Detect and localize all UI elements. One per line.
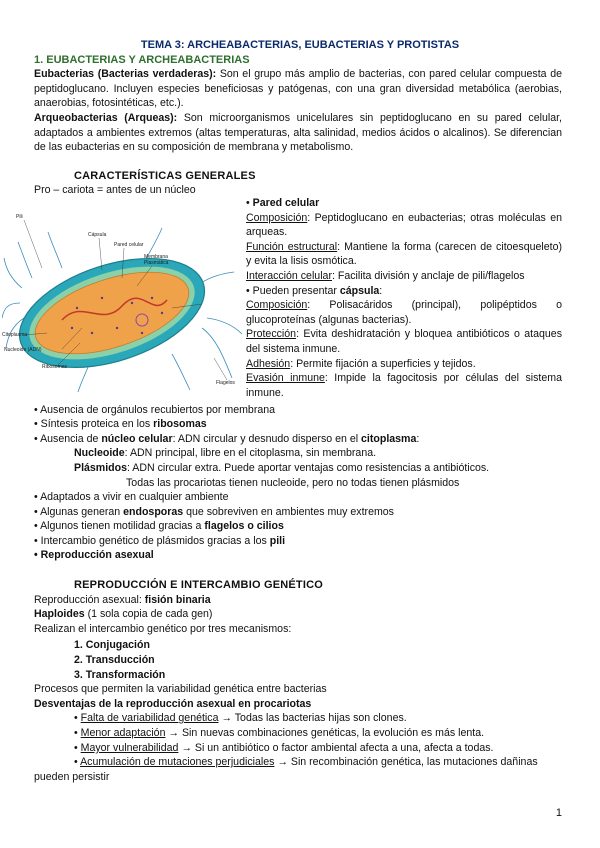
- procesos-line: Procesos que permiten la variabilidad genética entre bacterias: [34, 683, 327, 695]
- bullet-organulos: • Ausencia de orgánulos recubiertos por membrana: [34, 404, 276, 416]
- capsula-lead: • Pueden presentar: [246, 284, 340, 297]
- bullet-reproduccion: • Reproducción asexual: [34, 549, 154, 561]
- bullet-nucleo-end: :: [416, 433, 420, 445]
- section-heading: 1. EUBACTERIAS Y ARCHEABACTERIAS: [34, 54, 250, 66]
- label-capsula: Cápsula: [88, 232, 107, 238]
- page-title: TEMA 3: ARCHEABACTERIAS, EUBACTERIAS Y PROTISTAS: [140, 39, 460, 51]
- bullet: •: [74, 742, 81, 754]
- mecanismo-transduccion: 2. Transducción: [74, 654, 155, 666]
- bullet-nucleo-mid: : ADN circular y desnudo disperso en el: [172, 433, 362, 445]
- endosporas-bold: endosporas: [123, 506, 184, 518]
- bullet-pili: [34, 534, 285, 549]
- bullet: •: [246, 197, 253, 209]
- eubacterias-term: Eubacterias (Bacterias verdaderas):: [34, 68, 217, 80]
- plasmidos-line: [74, 461, 489, 476]
- mecanismos-line: Realizan el intercambio genético por tres mecanismos:: [34, 623, 292, 635]
- bullet-pili-pre: • Intercambio genético de plásmidos gracias a los: [34, 535, 270, 547]
- label-pili: Pili: [16, 214, 23, 220]
- label-nucleoide: Nucleoide (ADN): [4, 347, 42, 353]
- pared-comp-label: Composición: [246, 211, 308, 224]
- bacterium-diagram: [2, 208, 242, 398]
- haploides-bold: Haploides: [34, 608, 85, 620]
- bullet-nucleo-pre: • Ausencia de: [34, 433, 102, 445]
- caracteristicas-heading: CARACTERÍSTICAS GENERALES: [74, 170, 256, 182]
- label-membrana: Membrana: [144, 254, 168, 260]
- bullet-sintesis-text: • Síntesis proteica en los: [34, 418, 154, 430]
- desventaja-2-label: Menor adaptación: [80, 727, 166, 739]
- haploides-text: (1 sola copia de cada gen): [84, 608, 213, 620]
- bullet-endosporas: [34, 505, 394, 520]
- pared-func-text: : Mantiene la forma (carecen de citoesqueleto) y evita la lisis osmótica.: [246, 240, 562, 268]
- capsula-ev-label: Evasión inmune: [246, 372, 325, 385]
- pared-inter-label: Interacción celular: [246, 269, 332, 282]
- desventaja-3-text: → Si un antibiótico o factor ambiental afecta a una, afecta a todas.: [178, 742, 494, 754]
- label-flagelos: Flagelos: [216, 380, 235, 386]
- capsula-prot-text: : Evita deshidratación y bloquea antibióticos o ataques del sistema inmune.: [246, 328, 562, 355]
- capsula-prot-label: Protección: [246, 328, 297, 341]
- bullet-nucleo: [34, 432, 419, 447]
- nucleoide-label: Nucleoide: [74, 447, 125, 459]
- haploides-line: [34, 607, 212, 622]
- procariota-definition: Pro – cariota = antes de un núcleo: [34, 184, 196, 196]
- capsula-colon: :: [379, 284, 383, 297]
- nucleo-bold: núcleo celular: [101, 433, 173, 445]
- pared-title: Pared celular: [252, 197, 320, 209]
- mecanismo-conjugacion: 1. Conjugación: [74, 639, 150, 651]
- desventaja-2: [74, 726, 484, 741]
- page-number: 1: [555, 807, 562, 819]
- desventajas-heading: Desventajas de la reproducción asexual en procariotas: [34, 698, 312, 710]
- pared-celular-block: [246, 196, 562, 400]
- eubacterias-text: Son el grupo más amplio de bacterias, con pared celular compuesta de peptidoglucano. Incluyen especies beneficiosas y patógenas, con una gran diversidad metabólica (aerobias, anaerobias, fotosintéticas, etc.).: [34, 68, 562, 110]
- desventaja-1-text: → Todas las bacterias hijas son clones.: [218, 712, 407, 724]
- arqueobacterias-paragraph: [34, 111, 562, 155]
- arqueobacterias-term: Arqueobacterias (Arqueas):: [34, 112, 178, 124]
- flagelos-bold: flagelos o cilios: [204, 520, 284, 532]
- pared-comp-text: : Peptidoglucano en eubacterias; otras moléculas en arqueas.: [246, 211, 562, 239]
- pared-inter-text: : Facilita división y anclaje de pili/flagelos: [331, 269, 525, 282]
- desventaja-1-label: Falta de variabilidad genética: [80, 712, 219, 724]
- pili-bold: pili: [269, 535, 286, 547]
- capsula-comp-text: : Polisacáridos (principal), polipéptidos o glucoproteínas (algunas bacterias).: [246, 299, 562, 326]
- bullet: •: [74, 727, 81, 739]
- label-pared: Pared celular: [114, 242, 144, 248]
- nucleoide-text: : ADN principal, libre en el citoplasma, sin membrana.: [124, 447, 377, 459]
- desventaja-4: [74, 755, 538, 770]
- capsula-ev-text: : Impide la fagocitosis por células del sistema inmune.: [246, 372, 562, 399]
- label-ribosomas: Ribosomas: [42, 364, 68, 370]
- bullet-adaptados: • Adaptados a vivir en cualquier ambiente: [34, 491, 229, 503]
- bullet-endosporas-pre: • Algunas generan: [34, 506, 124, 518]
- asexual-pre: Reproducción asexual:: [34, 594, 145, 606]
- nucleoide-note: Todas las procariotas tienen nucleoide, pero no todas tienen plásmidos: [126, 477, 460, 489]
- desventaja-4-cont: pueden persistir: [34, 771, 110, 783]
- desventaja-4-text: → Sin recombinación genética, las mutaciones dañinas: [274, 756, 538, 768]
- reproduccion-heading: REPRODUCCIÓN E INTERCAMBIO GENÉTICO: [74, 579, 324, 591]
- pared-func-label: Función estructural: [246, 240, 338, 253]
- label-citoplasma: Citoplasma: [2, 332, 28, 338]
- bullet-motilidad-pre: • Algunos tienen motilidad gracias a: [34, 520, 205, 532]
- asexual-line: [34, 593, 211, 608]
- desventaja-3-label: Mayor vulnerabilidad: [80, 742, 179, 754]
- arqueobacterias-text: Son microorganismos unicelulares sin peptidoglucano en su pared celular, adaptados a ambientes extremos (altas temperaturas, alta salinidad, medios ácidos o alcalinos). Se diferencian de las eubacterias en su composición de membrana y metabolismo.: [34, 112, 562, 154]
- capsula-adh-label: Adhesión: [246, 357, 291, 370]
- nucleoide-line: [74, 446, 376, 461]
- desventaja-2-text: → Sin nuevas combinaciones genéticas, la evolución es más lenta.: [165, 727, 485, 739]
- bullet-motilidad: [34, 519, 284, 534]
- bullet-sintesis: [34, 417, 207, 432]
- capsula-comp-label: Composición: [246, 299, 308, 312]
- label-plasmatica: Plasmática: [144, 260, 169, 266]
- plasmidos-text: : ADN circular extra. Puede aportar ventajas como resistencias a antibióticos.: [127, 462, 490, 474]
- ribosomas-bold: ribosomas: [153, 418, 207, 430]
- capsula-adh-text: : Permite fijación a superficies y tejidos.: [290, 357, 476, 370]
- desventaja-1: [74, 711, 407, 726]
- bullet: •: [74, 756, 81, 768]
- desventaja-3: [74, 741, 493, 756]
- desventaja-4-label: Acumulación de mutaciones perjudiciales: [80, 756, 275, 768]
- capsula-title: cápsula: [339, 284, 380, 297]
- mecanismo-transformacion: 3. Transformación: [74, 669, 166, 681]
- citoplasma-bold: citoplasma: [361, 433, 417, 445]
- plasmidos-label: Plásmidos: [74, 462, 127, 474]
- eubacterias-paragraph: [34, 67, 562, 111]
- bullet: •: [74, 712, 81, 724]
- fision-bold: fisión binaria: [144, 594, 211, 606]
- bullet-endosporas-end: que sobreviven en ambientes muy extremos: [183, 506, 394, 518]
